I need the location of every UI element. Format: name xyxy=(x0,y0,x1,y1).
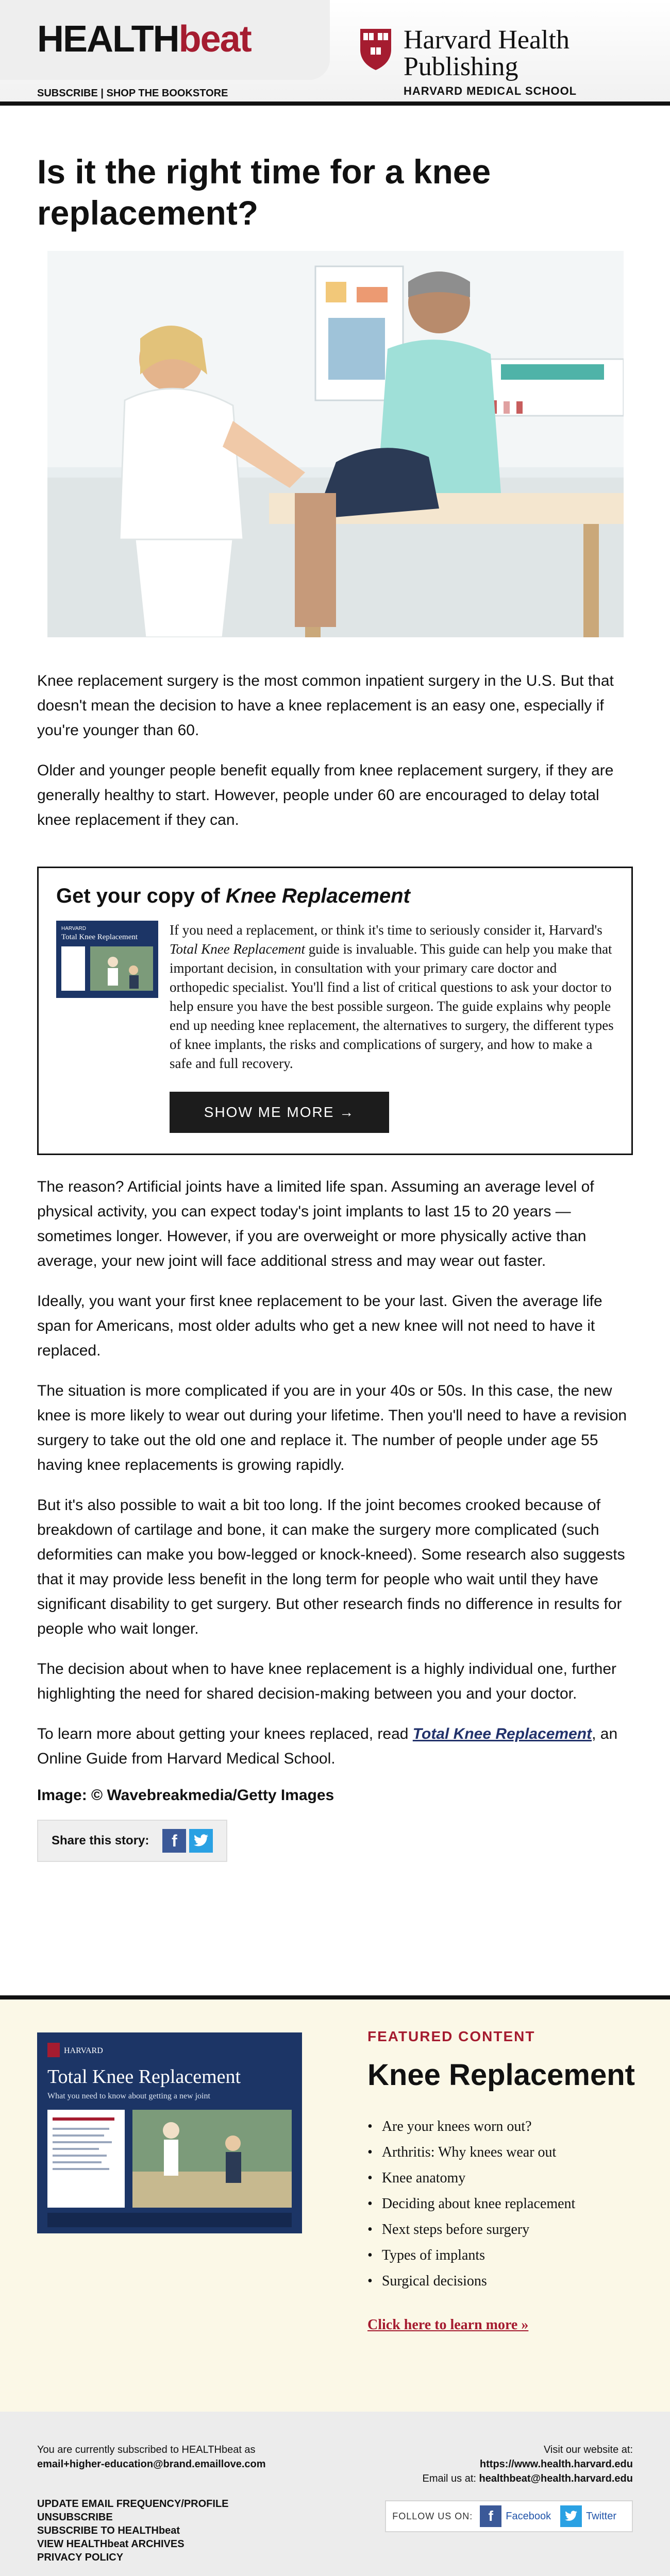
article-paragraph: The decision about when to have knee replacement is a highly individual one, further highlighting the need for shared decision-making between you and your doctor. xyxy=(37,1660,617,1702)
follow-label: FOLLOW US ON: xyxy=(392,2511,473,2521)
article-paragraph: Older and younger people benefit equally from knee replacement surgery, if they are generally healthy to start. However, people under 60 are encouraged to delay total knee replacement if they can. xyxy=(37,762,614,828)
publisher-school: HARVARD MEDICAL SCHOOL xyxy=(404,84,577,97)
subscribe-link[interactable]: SUBSCRIBE TO HEALTHbeat xyxy=(37,2525,180,2536)
publisher-name-line1: Harvard Health xyxy=(404,25,569,55)
contact-info: Visit our website at: https://www.health.harvard.edu Email us at: healthbeat@health.harvard.edu xyxy=(422,2444,633,2484)
featured-topic-list xyxy=(367,2114,635,2294)
section-divider xyxy=(0,1995,670,1999)
publisher-name-line2: Publishing xyxy=(404,52,518,81)
subscription-info: You are currently subscribed to HEALTHbeat as email+higher-education@brand.emaillove.com xyxy=(37,2444,266,2470)
list-item: • Deciding about knee replacement xyxy=(367,2191,635,2217)
facebook-link[interactable]: Facebook xyxy=(506,2510,551,2522)
website-link[interactable]: https://www.health.harvard.edu xyxy=(479,2459,633,2470)
article-paragraph: Knee replacement surgery is the most common inpatient surgery in the U.S. But that doesn't mean the decision to have a knee replacement is an easy one, especially if you're younger than 60. xyxy=(37,672,614,739)
promo-book-cover[interactable] xyxy=(56,921,158,998)
harvard-shield-icon xyxy=(358,27,393,71)
learn-more-link[interactable]: Click here to learn more » xyxy=(367,2317,529,2333)
hero-image xyxy=(47,251,624,637)
privacy-policy-link[interactable]: PRIVACY POLICY xyxy=(37,2552,124,2563)
twitter-link[interactable]: Twitter xyxy=(586,2510,616,2522)
subscriber-email: email+higher-education@brand.emaillove.com xyxy=(37,2459,266,2470)
promo-description: If you need a replacement, or think it's time to seriously consider it, Harvard's Total Knee Replacement guide is invaluable. This guide can help you make that important decision, in consultation with your primary care doctor and orthopedic specialist. You'll find a list of critical questions to ask your doctor to help ensure you have the best possible surgeon. The guide explains why people end up needing knee replacement, the alternatives to surgery, the different types of knee implants, the risks and complications of surgery, and how to make a safe and full recovery. xyxy=(170,922,614,1071)
share-label: Share this story: xyxy=(52,1834,149,1848)
facebook-share-icon[interactable]: f xyxy=(162,1829,186,1853)
harvard-health-logo[interactable] xyxy=(358,27,577,98)
featured-book-subtitle: What you need to know about getting a new joint xyxy=(47,2092,210,2100)
featured-book-cover[interactable] xyxy=(37,2032,302,2233)
article-paragraph: But it's also possible to wait a bit too long. If the joint becomes crooked because of breakdown of cartilage and bone, it can make the surgery more complicated (such deformities can make you bow-legged or knock-kneed). Some research also suggests that it may provide less benefit in the long term for people who wait until they have significant disability to get surgery. But other research finds no difference in results for people who wait longer. xyxy=(37,1497,625,1637)
featured-book-brand: HARVARD xyxy=(64,2046,103,2055)
list-item: • Knee anatomy xyxy=(367,2165,635,2191)
article xyxy=(0,106,670,1862)
footer xyxy=(0,2412,670,2576)
article-paragraph: The reason? Artificial joints have a limited life span. Assuming an average level of physical activity, you can expect today's joint implants to last 15 to 20 years — sometimes longer. However, if you are overweight or more physically active than average, your new joint will face additional stress and may wear out faster. xyxy=(37,1178,594,1269)
article-paragraph: The situation is more complicated if you are in your 40s or 50s. In this case, the new knee is more likely to wear out during your lifetime. Then you'll need to have a revision surgery to take out the old one and replace it. The number of people under age 55 having knee replacements is growing rapidly. xyxy=(37,1382,627,1473)
healthbeat-logo[interactable]: HEALTHbeat xyxy=(37,19,251,60)
image-credit: Image: © Wavebreakmedia/Getty Images xyxy=(37,1787,334,1804)
follow-us-bar xyxy=(385,2500,633,2532)
header xyxy=(0,0,670,106)
footer-links xyxy=(37,2497,229,2564)
facebook-icon[interactable]: f xyxy=(480,2505,501,2527)
update-profile-link[interactable]: UPDATE EMAIL FREQUENCY/PROFILE xyxy=(37,2498,229,2510)
show-me-more-button[interactable]: SHOW ME MORE → xyxy=(170,1092,389,1133)
list-item: • Surgical decisions xyxy=(367,2268,635,2294)
featured-kicker: FEATURED CONTENT xyxy=(367,2028,535,2044)
learn-more-paragraph: To learn more about getting your knees replaced, read Total Knee Replacement, an Online Guide from Harvard Medical School. xyxy=(37,1725,618,1767)
list-item: • Arthritis: Why knees wear out xyxy=(367,2140,635,2165)
share-bar xyxy=(37,1820,227,1862)
promo-cover-brand: HARVARD xyxy=(61,926,86,931)
email-link[interactable]: healthbeat@health.harvard.edu xyxy=(479,2473,633,2484)
twitter-share-icon[interactable] xyxy=(189,1829,213,1853)
unsubscribe-link[interactable]: UNSUBSCRIBE xyxy=(37,2512,113,2523)
promo-heading: Get your copy of Knee Replacement xyxy=(56,885,410,907)
list-item: • Next steps before surgery xyxy=(367,2217,635,2243)
featured-book-title: Total Knee Replacement xyxy=(47,2066,241,2088)
list-item: • Are your knees worn out? xyxy=(367,2114,635,2140)
featured-title: Knee Replacement xyxy=(367,2058,635,2092)
article-paragraph: Ideally, you want your first knee replacement to be your last. Given the average life span for Americans, most older adults who get a new knee will not need to have it replaced. xyxy=(37,1293,602,1359)
archives-link[interactable]: VIEW HEALTHbeat ARCHIVES xyxy=(37,2538,185,2550)
total-knee-replacement-link[interactable]: Total Knee Replacement xyxy=(412,1725,592,1742)
promo-box xyxy=(37,867,633,1155)
top-links[interactable]: SUBSCRIBE | SHOP THE BOOKSTORE xyxy=(37,88,228,99)
promo-cover-title: Total Knee Replacement xyxy=(61,933,138,941)
article-title: Is it the right time for a knee replacement? xyxy=(37,152,491,232)
featured-content xyxy=(0,1999,670,2412)
twitter-icon[interactable] xyxy=(560,2505,582,2527)
list-item: • Types of implants xyxy=(367,2243,635,2268)
